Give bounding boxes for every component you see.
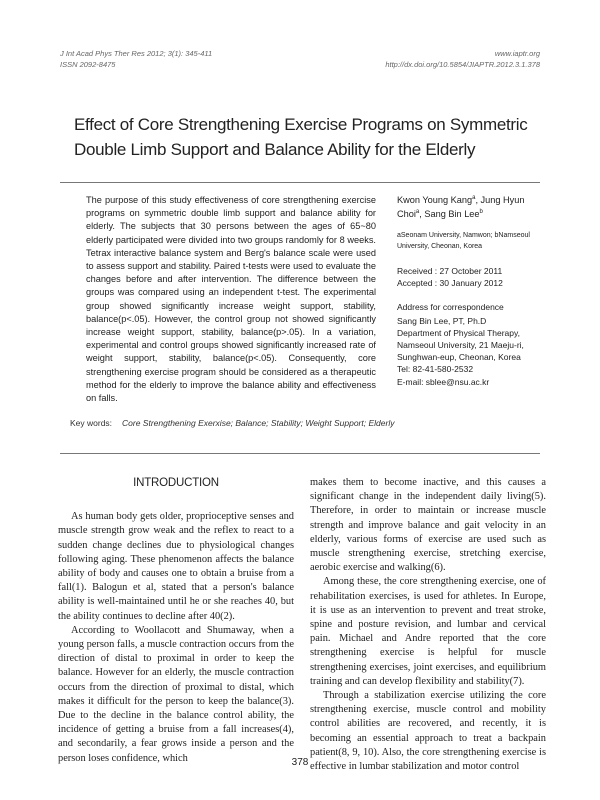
affiliation: aSeonam University, Namwon; bNamseoul University, Cheonan, Korea — [397, 232, 530, 250]
author-list: Kwon Young Kang$^a$, Jung Hyun Choi$^a$, Sang Bin Lee$^b$ — [397, 194, 525, 219]
article-title: Effect of Core Strengthening Exercise Programs on Symmetric Double Limb Support and Balance Ability for the Elderly — [74, 115, 528, 159]
author-info — [397, 194, 544, 388]
journal-citation: J Int Acad Phys Ther Res 2012; 3(1): 345-411 — [60, 49, 213, 58]
body-paragraph: Among these, the core strengthening exercise, one of rehabilitation exercises, is used for athletes. In Europe, it is use as an intervention to prevent and treat stroke, spine and posture revision, and lumbar and cervical pain. Michael and Andre reported that the core strengthening exercise is helpful for muscle strengthening exercises, joint exercises, and equilibrium training and can develop flexibility and stability(7). — [310, 576, 546, 687]
issn: ISSN 2092-8475 — [60, 60, 116, 69]
correspondence-address: Department of Physical Therapy, Namseoul University, 21 Maeju-ri, Sunghwan-eup, Cheonan, Korea — [397, 327, 524, 363]
correspondence-tel: Tel: 82-41-580-2532 — [397, 364, 474, 375]
running-header-right — [385, 48, 540, 70]
doi-link: http://dx.doi.org/10.5854/JIAPTR.2012.3.1.378 — [385, 60, 540, 69]
accepted-date: Accepted : 30 January 2012 — [397, 278, 503, 289]
page-number: 378 — [291, 757, 309, 768]
correspondence-block — [397, 301, 544, 387]
keywords-label: Key words: — [70, 418, 113, 428]
body-paragraph: makes them to become inactive, and this causes a significant change in the independent daily living(5). Therefore, in order to maintain or increase muscle strength and improve balance and gait velocity in an elderly, various forms of exercise are used such as muscle strengthening exercise, stretching exercise, aerobic exercise and walking(6). — [310, 477, 546, 574]
received-date: Received : 27 October 2011 — [397, 266, 503, 276]
body-column-right — [310, 476, 546, 774]
body-paragraph: Through a stabilization exercise utilizing the core strengthening exercise, muscle control and mobility control abilities are recovered, and recently, it is becoming an essential approach to treat a backpain patient(8, 9, 10). Also, the core strengthening exercise is effective in lumbar stabilization and motor control — [310, 690, 546, 773]
body-column-left — [58, 476, 294, 766]
abstract-text: The purpose of this study effectiveness of core strengthening exercise programs on symmetric double limb support and balance ability for elderly. The subjects that 30 persons between the ages of 65~80 elderly participated were divided into two groups randomly for 8 weeks. Tetrax interactive balance system and Berg's balance scale were used to assess support and stability. Paired t-tests were used to evaluate the changes before and after intervention. The difference between the groups was compared using an independent t-test. The experimental group showed significantly increase weight support, stability, balance(p<.05). However, the control group not showed significantly increase weight support, stability, balance(p>.05). In a variation, experimental and control groups showed significantly increased rate of weight support, stability, balance(p<.05). Consequently, core strengthening exercise program should be considered as a therapeutic method for the elderly to improve the balance ability and effectiveness on falls. — [86, 195, 376, 404]
keywords-text: Core Strengthening Exerxise; Balance; Stability; Weight Support; Elderly — [122, 418, 395, 428]
correspondence-heading: Address for correspondence — [397, 302, 504, 313]
body-paragraph: As human body gets older, proprioceptive senses and muscle strength grow weak and the reflex to react to a sudden change declines due to physiological changes following aging. These phenomenon affects the balance ability of body and causes one to obtain a bruise from a fall(1). Balogun et al, stated that a person's balance ability is well-maintained until he or she reaches 40, but the ability continues to decline after 40(2). — [58, 511, 294, 622]
journal-website: www.iaptr.org — [494, 49, 540, 58]
introduction-heading: INTRODUCTION — [133, 477, 219, 489]
running-header-left — [60, 48, 212, 70]
correspondence-email: E-mail: sblee@nsu.ac.kr — [397, 376, 490, 387]
correspondence-name: Sang Bin Lee, PT, Ph.D — [397, 315, 487, 326]
body-paragraph: According to Woollacott and Shumaway, when a young person falls, a muscle contraction occurs from the direction of distal to proximal in order to keep the balance. However for an elderly, the muscle contraction occurs from the direction of proximal to distal, which makes it difficult for the person to keep the balance(3). Due to the decline in the balance control ability, the incidence of getting a bruise from a fall increases(4), and secondarily, a fear grows inside a person and the person loses confidence, which — [58, 624, 294, 764]
